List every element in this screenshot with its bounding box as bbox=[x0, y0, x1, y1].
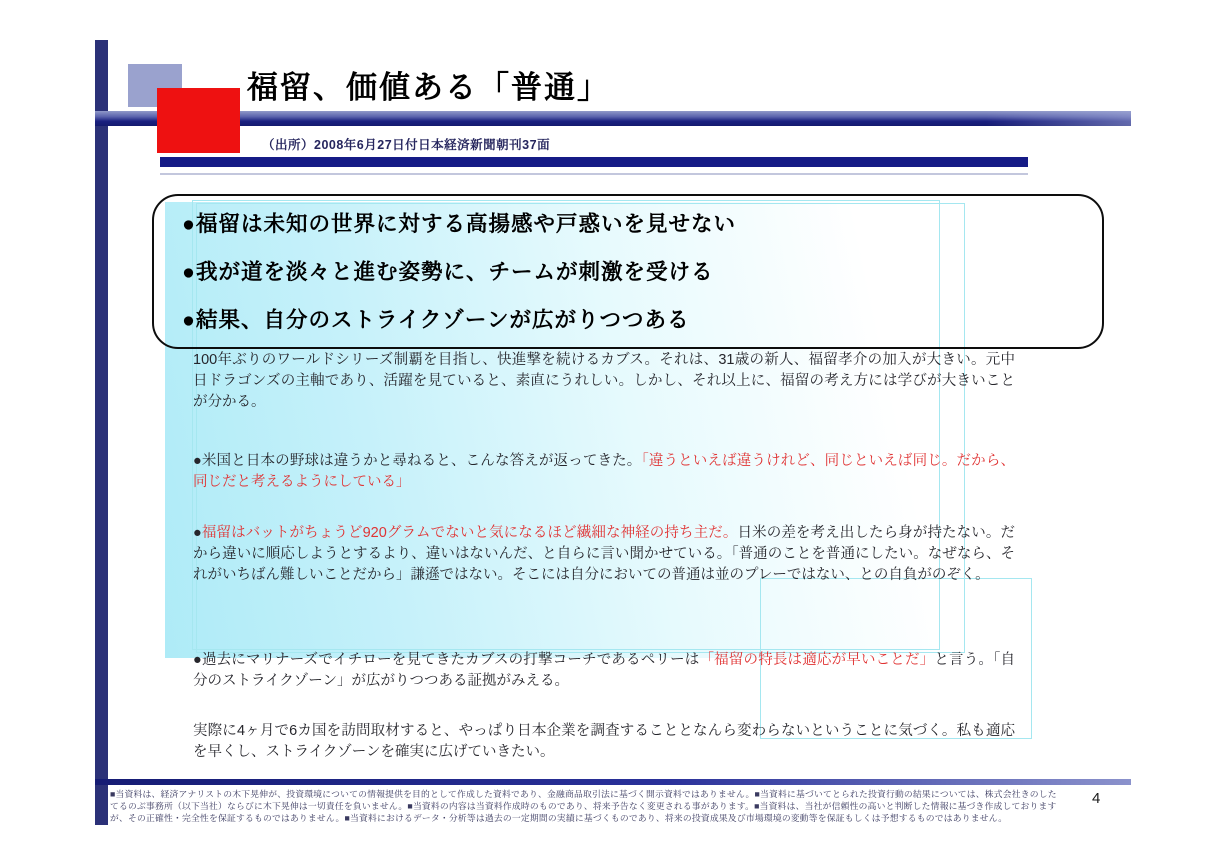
page-number: 4 bbox=[1092, 790, 1101, 807]
body-paragraph bbox=[193, 650, 1015, 692]
body-paragraph bbox=[193, 451, 1015, 493]
body-paragraph bbox=[193, 350, 1015, 413]
key-point-bullet: ●福留は未知の世界に対する高揚感や戸惑いを見せない bbox=[182, 212, 736, 236]
quote-text-red: 「福留の特長は適応が早いことだ」 bbox=[699, 652, 935, 668]
highlight-bullets bbox=[182, 200, 736, 344]
body-text: と言う。「自分のストライクゾーン」が広がりつつある証拠がみえる。 bbox=[193, 652, 1016, 689]
footer-disclaimer bbox=[110, 789, 1070, 824]
footer-divider-bar bbox=[95, 779, 1131, 785]
body-text: ●過去にマリナーズでイチローを見てきたカブスの打撃コーチであるペリーは bbox=[193, 652, 700, 668]
disclaimer-line: てるのぶ事務所（以下当社）ならびに木下晃伸は一切責任を負いません。■当資料の内容は当資料作成時のものであり、将来予告なく変更される事があります。■当資料は、当社が信頼性の高いと判断した情報に基づき作成しております bbox=[110, 800, 1057, 811]
disclaimer-line: ■当資料は、経済アナリストの木下晃伸が、投資環境についての情報提供を目的として作成した資料であり、金融商品取引法に基づく開示資料ではありません。■当資料に基づいてとられた投資行動の結果については、株式会社きのした bbox=[110, 789, 1057, 799]
body-text: ●米国と日本の野球は違うかと尋ねると、こんな答えが返ってきた。 bbox=[193, 453, 642, 469]
red-square-decoration bbox=[157, 88, 240, 153]
page-title: 福留、価値ある「普通」 bbox=[247, 70, 610, 105]
quote-text-red: 「違うといえば違うけれど、同じといえば同じ。だから、同じだと考えるようにしている」 bbox=[193, 453, 1015, 490]
body-text: 日米の差を考え出したら身が持たない。だから違いに順応しようとするより、違いはないんだ、と自らに言い聞かせている。「普通のことを普通にしたい。なぜなら、それがいちばん難しいことだから」謙遜ではない。そこには自分においての普通は並のプレーではない、との自負がのぞく。 bbox=[193, 525, 1016, 583]
title-underline-thin bbox=[160, 173, 1028, 175]
disclaimer-line: が、その正確性・完全性を保証するものではありません。■当資料におけるデータ・分析等は過去の一定期間の実績に基づくものであり、将来の投資成果及び市場環境の変動等を保証もしくは予想するものではありません。 bbox=[110, 812, 1008, 823]
body-text: ● bbox=[193, 525, 202, 541]
source-citation: （出所）2008年6月27日付日本経済新聞朝刊37面 bbox=[262, 138, 551, 152]
key-point-bullet: ●我が道を淡々と進む姿勢に、チームが刺激を受ける bbox=[182, 260, 714, 284]
title-underline-bar bbox=[160, 157, 1028, 167]
body-text: 100年ぶりのワールドシリーズ制覇を目指し、快進撃を続けるカブス。それは、31歳の新人、福留孝介の加入が大きい。元中日ドラゴンズの主軸であり、活躍を見ていると、素直にうれしい。しかし、それ以上に、福留の考え方には学びが大きいことが分かる。 bbox=[193, 352, 1015, 410]
key-point-bullet: ●結果、自分のストライクゾーンが広がりつつある bbox=[182, 308, 690, 332]
left-accent-bar bbox=[95, 40, 108, 825]
body-paragraph bbox=[193, 721, 1015, 763]
body-text: 実際に4ヶ月で6カ国を訪問取材すると、やっぱり日本企業を調査することとなんら変わらないということに気づく。私も適応を早くし、ストライクゾーンを確実に広げていきたい。 bbox=[193, 723, 1015, 760]
quote-text-red: 福留はバットがちょうど920グラムでないと気になるほど繊細な神経の持ち主だ。 bbox=[201, 525, 738, 541]
body-paragraph bbox=[193, 523, 1015, 586]
header-gradient-band bbox=[95, 111, 1131, 126]
